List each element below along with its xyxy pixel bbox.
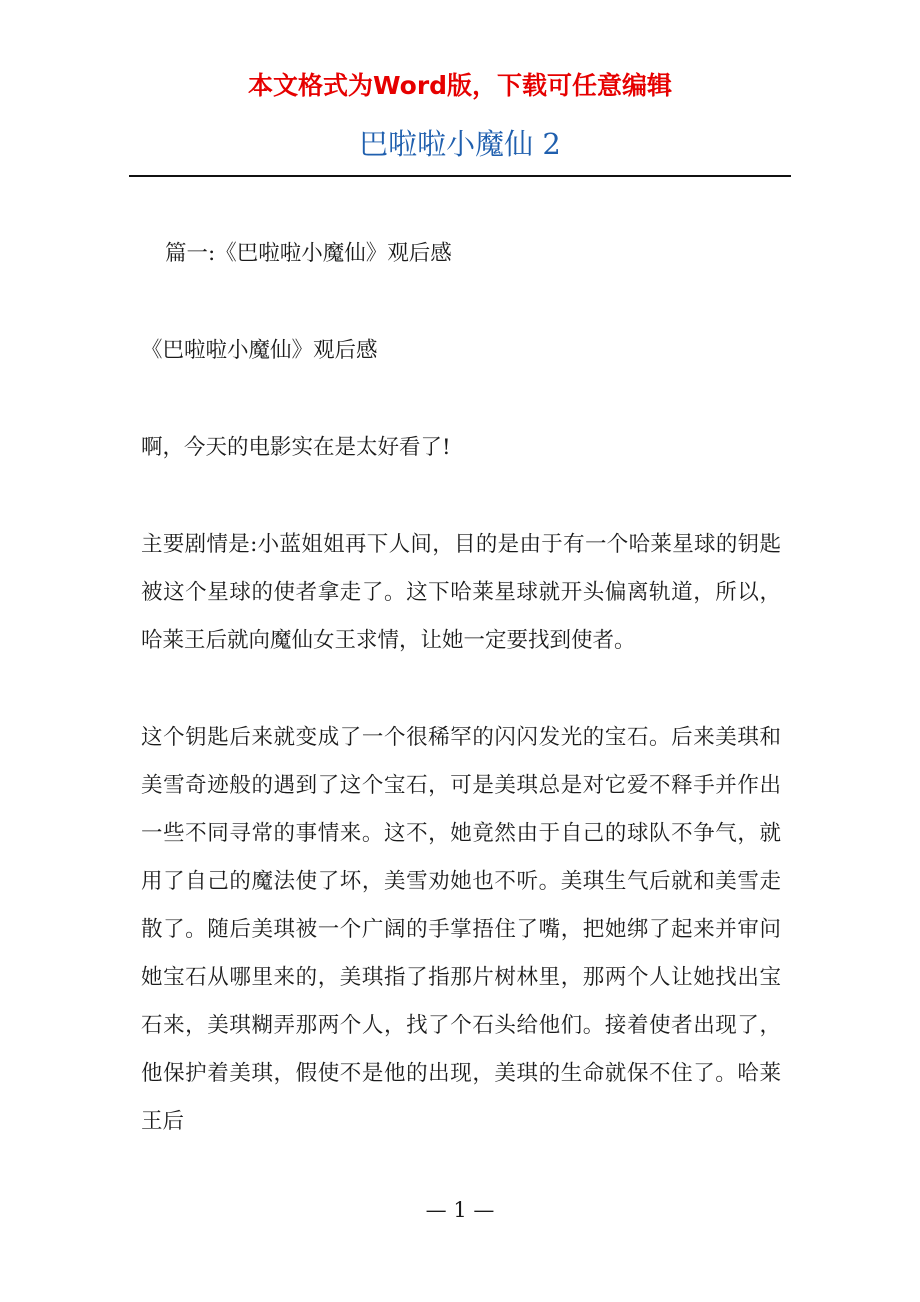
body-paragraph: 这个钥匙后来就变成了一个很稀罕的闪闪发光的宝石。后来美琪和美雪奇迹般的遇到了这个宝石，可是美琪总是对它爱不释手并作出一些不同寻常的事情来。这不，她竟然由于自己的球队不争气，就用了自己的魔法使了坏，美雪劝她也不听。美琪生气后就和美雪走散了。随后美琪被一个广阔的手掌捂住了嘴，把她绑了起来并审问她宝石从哪里来的，美琪指了指那片树林里，那两个人让她找出宝石来，美琪糊弄那两个人，找了个石头给他们。接着使者出现了，他保护着美琪，假使不是他的出现，美琪的生命就保不住了。哈莱王后 xyxy=(141,725,781,1134)
page-number: — 1 — xyxy=(425,1198,495,1222)
body-paragraph: 啊，今天的电影实在是太好看了! xyxy=(141,435,451,460)
article-title: 《巴啦啦小魔仙》观后感 xyxy=(141,338,378,363)
title-divider xyxy=(129,175,791,177)
section-heading: 篇一:《巴啦啦小魔仙》观后感 xyxy=(165,241,452,266)
body-paragraph: 主要剧情是:小蓝姐姐再下人间，目的是由于有一个哈莱星球的钥匙被这个星球的使者拿走了。这下哈莱星球就开头偏离轨道，所以，哈莱王后就向魔仙女王求情，让她一定要找到使者。 xyxy=(141,532,781,653)
document-body xyxy=(141,230,781,1195)
format-notice-banner: 本文格式为Word版，下载可任意编辑 xyxy=(247,71,673,100)
document-title: 巴啦啦小魔仙 2 xyxy=(359,127,561,161)
